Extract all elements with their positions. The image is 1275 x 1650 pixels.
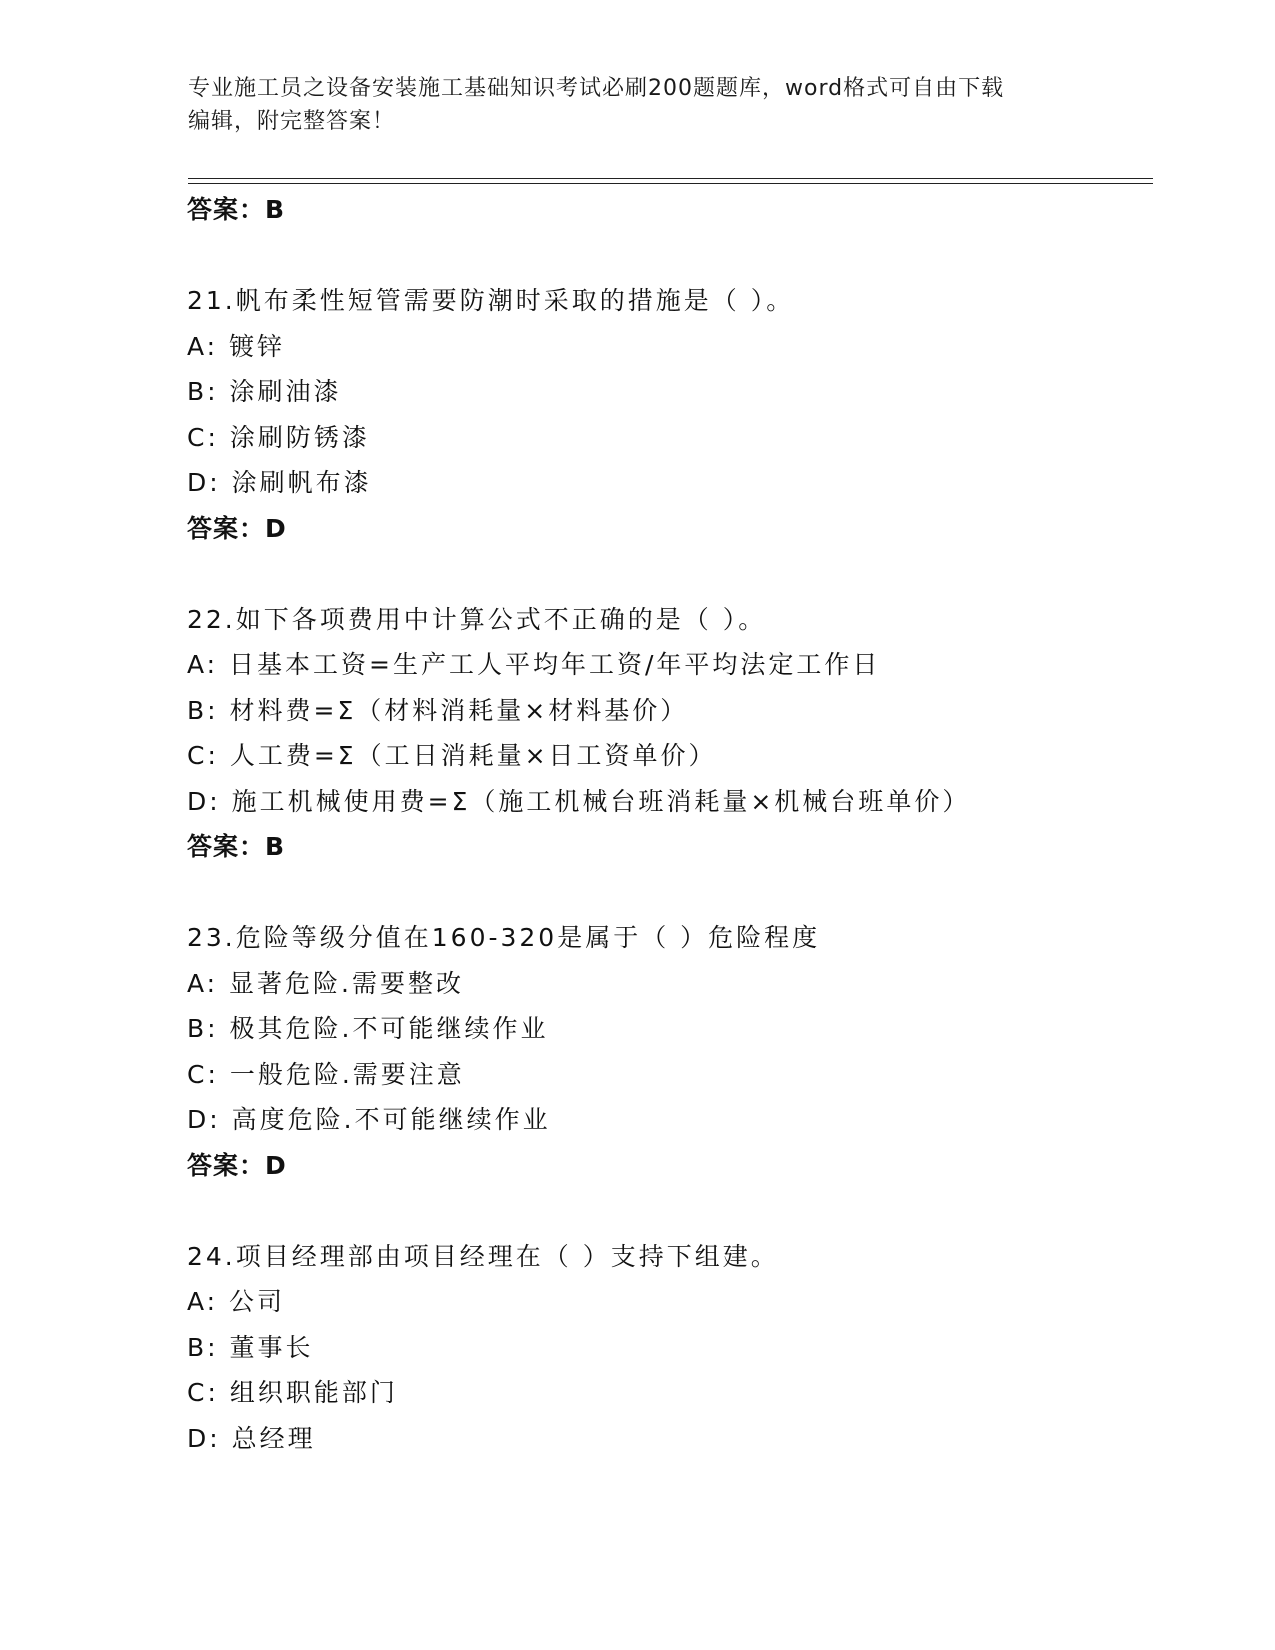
answer: 答案：B bbox=[187, 832, 286, 861]
answer: 答案：D bbox=[187, 513, 287, 543]
option-d: D: 施工机械使用费=Σ（施工机械台班消耗量×机械台班单价） bbox=[187, 786, 971, 816]
option-d: D: 总经理 bbox=[187, 1423, 316, 1453]
header-line-2: 编辑，附完整答案！ bbox=[188, 109, 396, 134]
option-c: C: 组织职能部门 bbox=[187, 1378, 398, 1407]
option-c: C: 涂刷防锈漆 bbox=[187, 422, 370, 452]
question-24 bbox=[187, 1234, 1167, 1462]
option-a: A: 公司 bbox=[187, 1287, 286, 1316]
question-21 bbox=[187, 278, 1167, 551]
answer: 答案：D bbox=[187, 1150, 287, 1180]
option-b: B: 董事长 bbox=[187, 1332, 314, 1362]
spacer bbox=[187, 551, 1167, 597]
spacer bbox=[187, 233, 1167, 279]
spacer bbox=[187, 1188, 1167, 1234]
question-23 bbox=[187, 915, 1167, 1188]
question-stem: 23.危险等级分值在160-320是属于（ ）危险程度 bbox=[187, 923, 821, 952]
option-b: B: 极其危险.不可能继续作业 bbox=[187, 1014, 549, 1043]
option-a: A: 日基本工资=生产工人平均年工资/年平均法定工作日 bbox=[187, 650, 881, 679]
previous-answer: 答案：B bbox=[187, 195, 286, 224]
document-header bbox=[188, 72, 1068, 138]
option-c: C: 一般危险.需要注意 bbox=[187, 1059, 465, 1089]
option-b: B: 涂刷油漆 bbox=[187, 377, 342, 406]
question-stem: 24.项目经理部由项目经理在（ ）支持下组建。 bbox=[187, 1241, 779, 1271]
option-a: A: 显著危险.需要整改 bbox=[187, 968, 464, 998]
question-stem: 22.如下各项费用中计算公式不正确的是（ ）。 bbox=[187, 604, 767, 634]
spacer bbox=[187, 870, 1167, 916]
header-line-1: 专业施工员之设备安装施工基础知识考试必刷200题题库，word格式可自由下载 bbox=[188, 76, 1005, 101]
option-b: B: 材料费=Σ（材料消耗量×材料基价） bbox=[187, 695, 689, 725]
option-c: C: 人工费=Σ（工日消耗量×日工资单价） bbox=[187, 741, 717, 770]
question-list bbox=[187, 187, 1167, 1461]
header-divider-top bbox=[188, 178, 1153, 179]
option-d: D: 涂刷帆布漆 bbox=[187, 468, 372, 497]
question-stem: 21.帆布柔性短管需要防潮时采取的措施是（ ）。 bbox=[187, 286, 795, 315]
option-a: A: 镀锌 bbox=[187, 331, 286, 361]
option-d: D: 高度危险.不可能继续作业 bbox=[187, 1105, 551, 1134]
header-divider-bottom bbox=[188, 183, 1153, 184]
question-22 bbox=[187, 597, 1167, 870]
